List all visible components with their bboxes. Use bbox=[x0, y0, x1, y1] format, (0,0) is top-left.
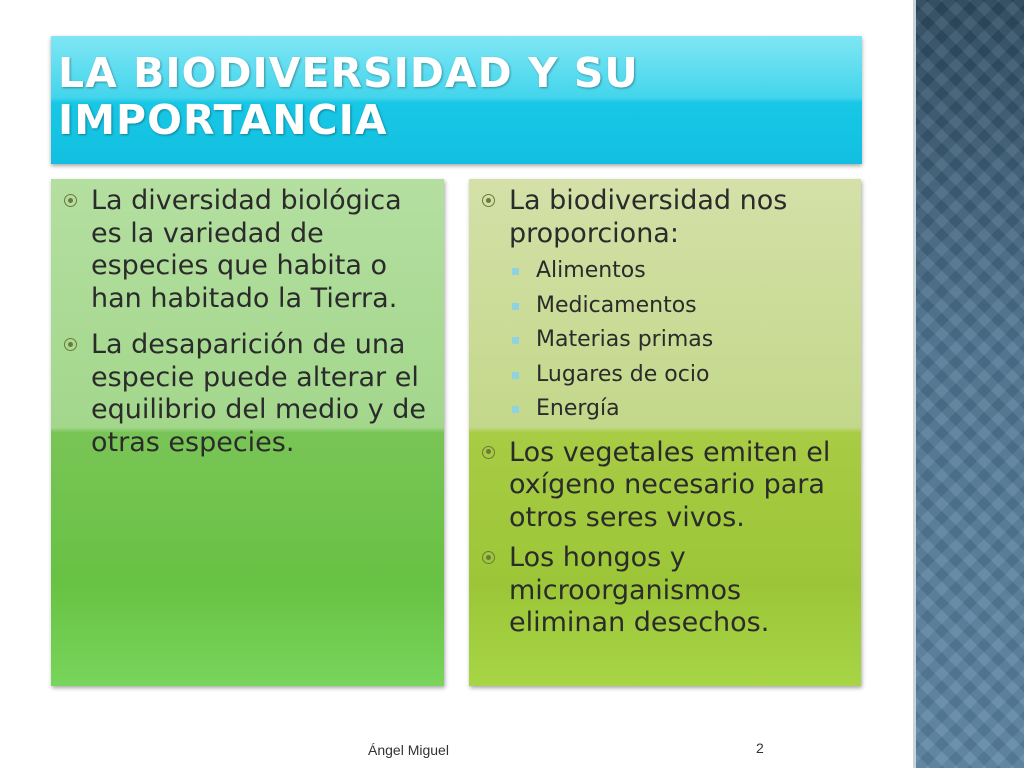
circle-bullet-icon bbox=[482, 551, 495, 564]
footer-author: Ángel Miguel bbox=[368, 742, 449, 758]
bullet-text: La desaparición de una especie puede alterar el equilibrio del medio y de otras especies. bbox=[91, 329, 427, 458]
right-content-panel bbox=[469, 179, 861, 686]
list-item bbox=[481, 437, 853, 535]
title-bar bbox=[51, 36, 862, 164]
sub-list-item bbox=[509, 392, 853, 427]
left-content-panel bbox=[51, 179, 444, 686]
sub-item-text: Materias primas bbox=[536, 327, 714, 352]
decorative-side-strip bbox=[913, 0, 1024, 768]
list-item bbox=[63, 185, 432, 315]
circle-bullet-icon bbox=[482, 194, 495, 207]
square-bullet-icon bbox=[512, 337, 519, 344]
slide-title: LA BIODIVERSIDAD Y SU IMPORTANCIA bbox=[58, 49, 639, 144]
page-number: 2 bbox=[756, 740, 764, 756]
sub-list-item bbox=[509, 289, 853, 324]
square-bullet-icon bbox=[512, 406, 519, 413]
sub-list-item bbox=[509, 323, 853, 358]
list-item bbox=[481, 542, 853, 640]
square-bullet-icon bbox=[512, 268, 519, 275]
right-bullet-list bbox=[481, 185, 853, 640]
sub-bullet-list bbox=[509, 254, 853, 427]
left-bullet-list bbox=[63, 185, 432, 459]
list-item bbox=[481, 185, 853, 427]
circle-bullet-icon bbox=[482, 446, 495, 459]
sub-list-item bbox=[509, 254, 853, 289]
sub-item-text: Alimentos bbox=[536, 258, 646, 283]
sub-item-text: Medicamentos bbox=[536, 292, 697, 318]
square-bullet-icon bbox=[512, 372, 519, 379]
list-item bbox=[63, 329, 432, 459]
circle-bullet-icon bbox=[64, 338, 77, 351]
sub-list-item bbox=[509, 358, 853, 393]
sub-item-text: Energía bbox=[536, 396, 620, 421]
bullet-text: Los vegetales emiten el oxígeno necesario para otros seres vivos. bbox=[509, 436, 831, 533]
bullet-text: La biodiversidad nos proporciona: bbox=[509, 185, 788, 249]
sub-item-text: Lugares de ocio bbox=[536, 361, 710, 387]
bullet-text: La diversidad biológica es la variedad de especies que habita o han habitado la Tierra. bbox=[91, 185, 402, 314]
square-bullet-icon bbox=[512, 303, 519, 310]
circle-bullet-icon bbox=[64, 194, 77, 207]
bullet-text: Los hongos y microorganismos eliminan desechos. bbox=[509, 542, 770, 638]
